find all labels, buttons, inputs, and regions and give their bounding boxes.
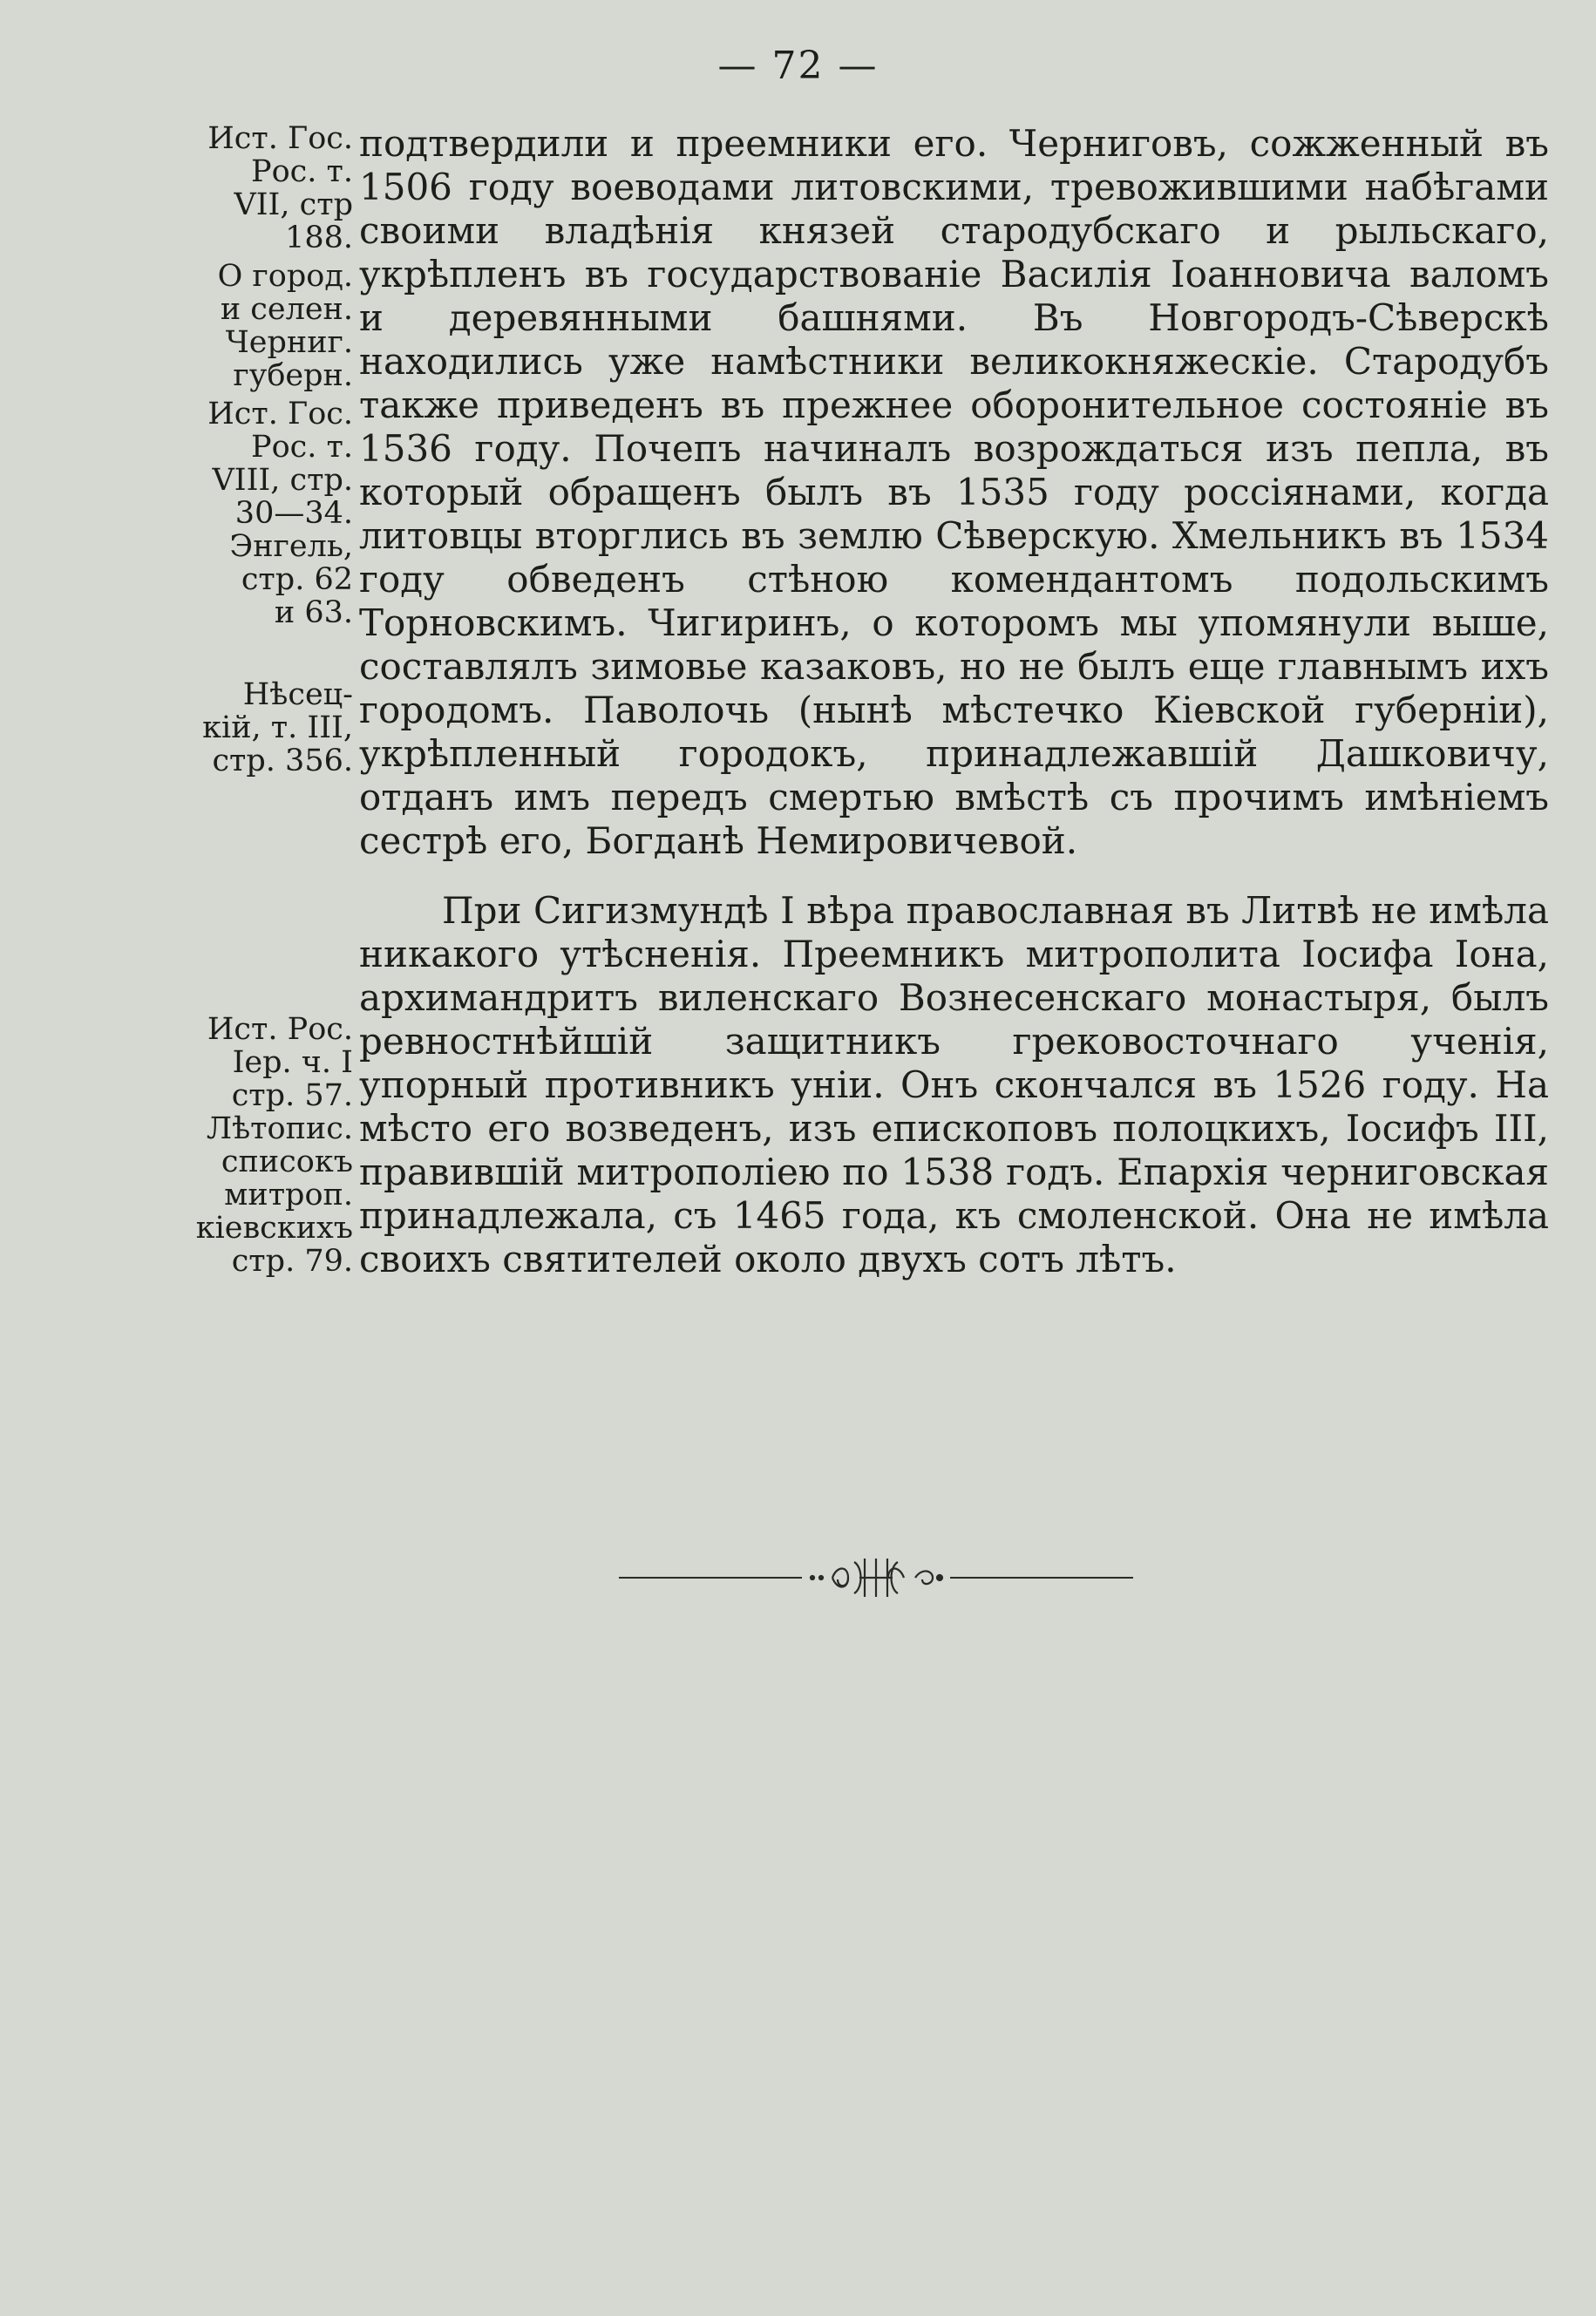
margin-notes bbox=[170, 122, 353, 1290]
divider-rule-right bbox=[950, 1577, 1133, 1579]
paragraph: подтвердили и преемники его. Черниговъ, сожженный въ 1506 году воеводами литовскими, тревожившими набѣгами своими владѣнія князей стародубскаго и рыльскаго, укрѣпленъ въ государствованіе Василія Іоанновича валомъ и деревянными башнями. Въ Новгородъ-Сѣверскѣ находились уже намѣстники великокняжескіе. Стародубъ также приведенъ въ прежнее оборонительное состояніе въ 1536 году. Почепъ начиналъ возрождаться изъ пепла, въ который обращенъ былъ въ 1535 году россіянами, когда литовцы вторглись въ землю Сѣверскую. Хмельникъ въ 1534 году обведенъ стѣною комендантомъ подольскимъ Торновскимъ. Чигиринъ, о которомъ мы упомянули выше, составлялъ зимовье казаковъ, но не былъ еще главнымъ ихъ городомъ. Паволочь (нынѣ мѣстечко Кіевской губерніи), укрѣпленный городокъ, принадлежавшій Дашковичу, отданъ имъ передъ смертью вмѣстѣ съ прочимъ имѣніемъ сестрѣ его, Богданѣ Немировичевой. bbox=[359, 122, 1549, 862]
ornamental-divider-icon bbox=[619, 1552, 1133, 1604]
divider-rule-left bbox=[619, 1577, 802, 1579]
margin-note: Нѣсец- кій, т. III, стр. 356. bbox=[202, 677, 353, 778]
margin-note: Ист. Гос. Рос. т. VII, стр 188. bbox=[207, 121, 353, 255]
margin-note: Ист. Гос. Рос. т. VIII, стр. 30—34. Энгель, стр. 62 и 63. bbox=[207, 397, 353, 630]
paragraph: При Сигизмундѣ I вѣра православная въ Литвѣ не имѣла никакого утѣсненія. Преемникъ митрополита Іосифа Іона, архимандритъ виленскаго Вознесенскаго монастыря, былъ ревностнѣйшій защитникъ грековосточнаго ученія, упорный противникъ уніи. Онъ скончался въ 1526 году. На мѣсто его возведенъ, изъ епископовъ полоцкихъ, Іосифъ III, правившій митрополіею по 1538 годъ. Епархія черниговская принадлежала, съ 1465 года, къ смоленской. Она не имѣла своихъ святителей около двухъ сотъ лѣтъ. bbox=[359, 889, 1549, 1280]
main-text bbox=[359, 122, 1549, 1307]
margin-note: Ист. Рос. Іер. ч. I стр. 57. Лѣтопис. списокъ митроп. кіевскихъ стр. 79. bbox=[195, 1012, 353, 1279]
page-number: — 72 — bbox=[717, 44, 879, 88]
flourish-icon bbox=[802, 1552, 950, 1604]
margin-note: О город. и селен. Черниг. губерн. bbox=[217, 259, 353, 393]
